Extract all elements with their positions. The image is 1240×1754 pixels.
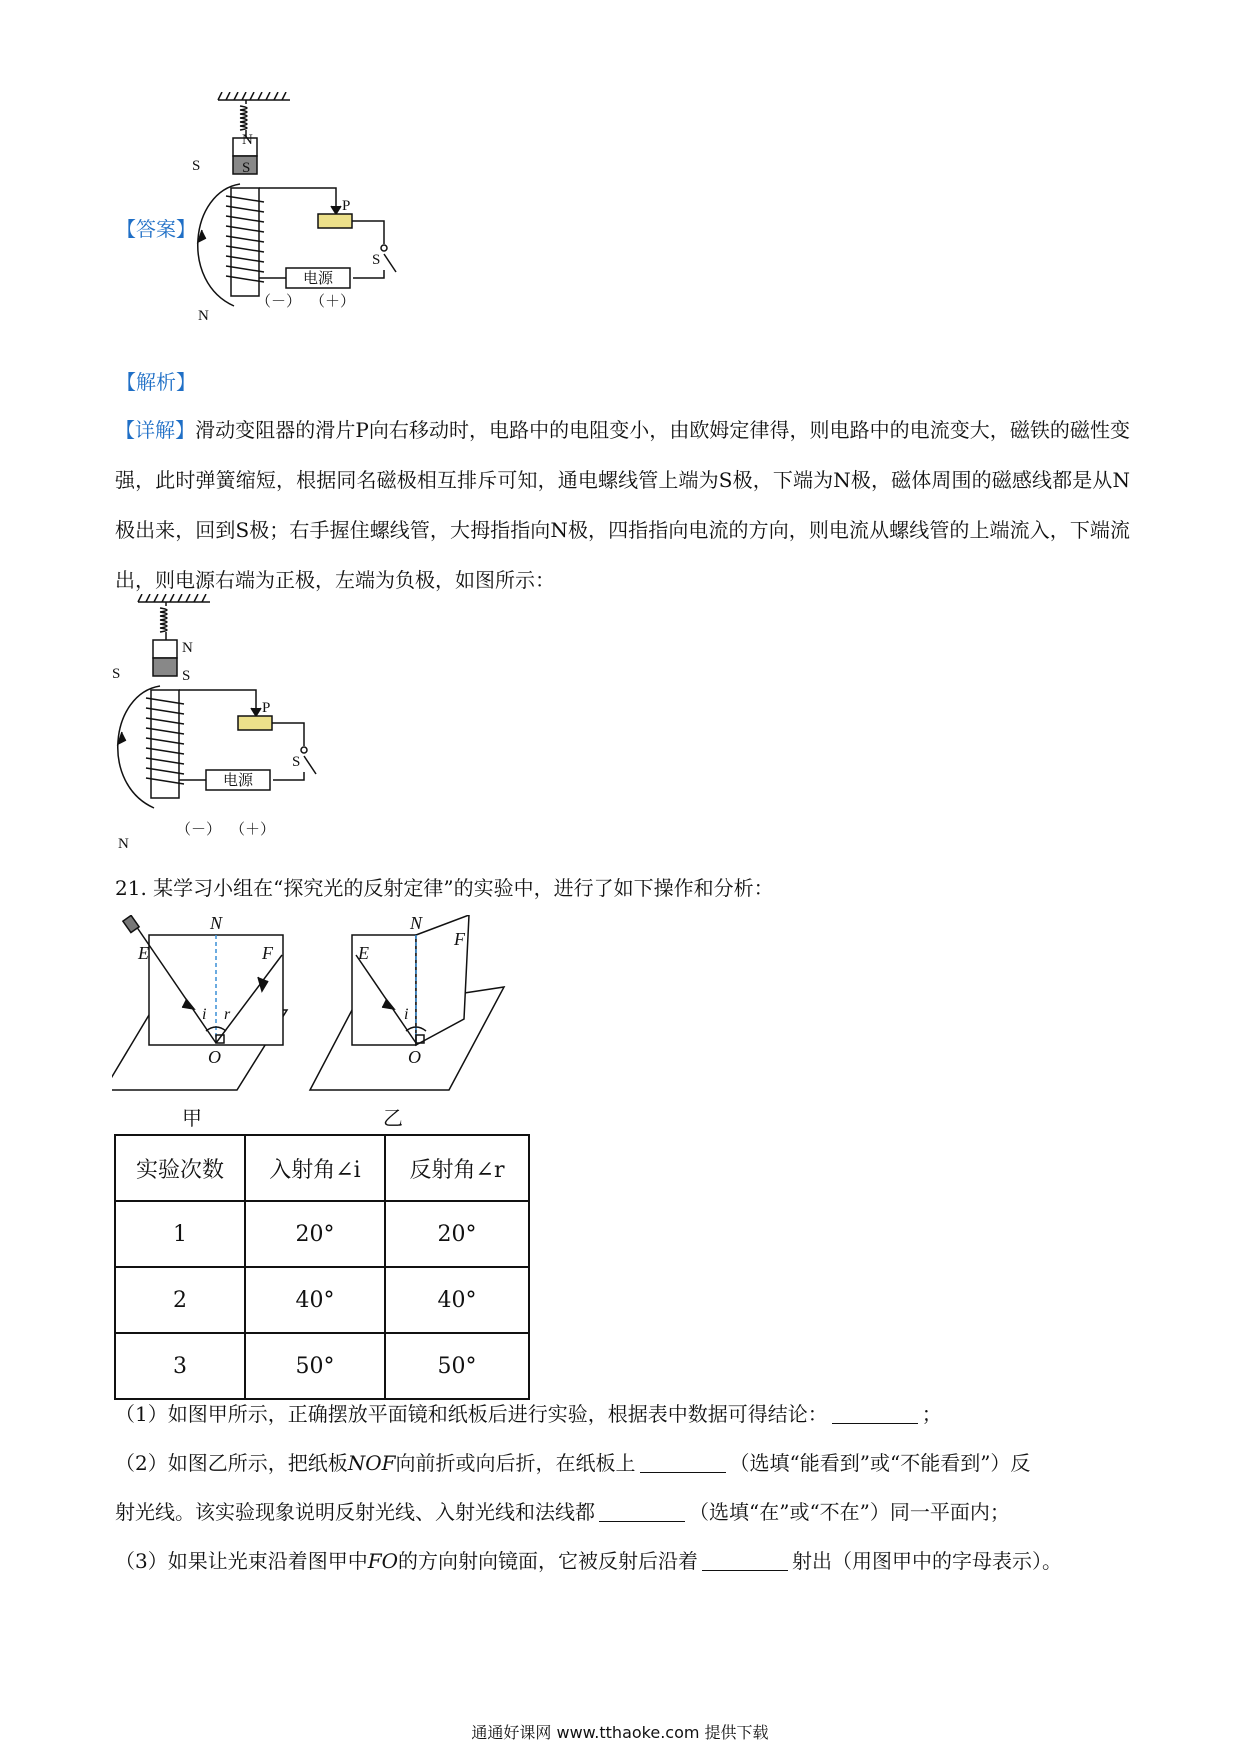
page-footer: 通通好课网 www.tthaoke.com 提供下载 — [471, 1723, 769, 1742]
fig-yi-o: O — [408, 1047, 421, 1067]
fig-jia-n: N — [210, 915, 223, 933]
magnet-s-label: S — [242, 160, 251, 176]
magnet-n-label: N — [182, 640, 193, 656]
circuit-diagram-explanation — [110, 594, 350, 860]
data-table — [114, 1134, 530, 1400]
circuit-diagram-answer — [190, 92, 430, 358]
magnet-n-label: N — [242, 132, 253, 148]
pos-label: （＋） — [230, 822, 276, 838]
answer-tag: 【答案】 — [116, 217, 196, 241]
neg-label: （－） — [256, 294, 302, 310]
table-cell: 2 — [115, 1267, 245, 1333]
coil-s-label: S — [192, 158, 201, 174]
detail-text: 滑动变阻器的滑片P向右移动时，电路中的电阻变小，由欧姆定律得，则电路中的电流变大，磁铁的磁性变强，此时弹簧缩短，根据同名磁极相互排斥可知，通电螺线管上端为S极，下端为N极，磁体周围的磁感线都是从N极出来，回到S极；右手握住螺线管，大拇指指向N极，四指指向电流的方向，则电流从螺线管的上端流入，下端流出，则电源右端为正极，左端为负极，如图所示： — [115, 418, 1130, 592]
fig-yi-f: F — [454, 929, 465, 949]
slider-p-label: P — [342, 198, 351, 214]
power-label: 电源 — [302, 271, 334, 287]
fig-jia-caption: 甲 — [182, 1106, 202, 1130]
coil-s-label: S — [112, 666, 121, 682]
sub-question-3: （3）如果让光束沿着图甲中FO的方向射向镜面，它被反射后沿着 射出（用图甲中的字母表示）。 — [115, 1549, 1063, 1573]
fig-jia-e: E — [138, 943, 149, 963]
detail-tag: 【详解】 — [115, 418, 196, 442]
detail-paragraph — [115, 405, 1130, 605]
table-cell: 20° — [245, 1201, 385, 1267]
fig-yi-caption: 乙 — [383, 1106, 403, 1130]
table-cell: 50° — [245, 1333, 385, 1399]
coil-n-label: N — [198, 308, 209, 324]
table-header-cell: 实验次数 — [115, 1135, 245, 1201]
table-cell: 50° — [385, 1333, 529, 1399]
fig-jia-o: O — [208, 1047, 221, 1067]
sub-question-1: （1）如图甲所示，正确摆放平面镜和纸板后进行实验，根据表中数据可得结论： ； — [115, 1402, 942, 1426]
reflection-figures — [112, 915, 532, 1125]
table-header-row — [115, 1135, 529, 1201]
coil-n-label: N — [118, 836, 129, 852]
power-label: 电源 — [222, 773, 254, 789]
magnet-s-label: S — [182, 668, 191, 684]
table-header-cell: 入射角∠i — [245, 1135, 385, 1201]
sub-question-2-cont: 射光线。该实验现象说明反射光线、入射光线和法线都 （选填“在”或“不在”）同一平面内； — [115, 1500, 1010, 1524]
table-row — [115, 1267, 529, 1333]
question-stem: 21. 某学习小组在“探究光的反射定律”的实验中，进行了如下操作和分析： — [115, 876, 774, 900]
sub-question-2: （2）如图乙所示，把纸板NOF向前折或向后折，在纸板上 （选填“能看到”或“不能看到”）反 — [115, 1451, 1031, 1475]
neg-label: （－） — [176, 822, 222, 838]
answer-blank[interactable] — [599, 1503, 685, 1522]
switch-s-label: S — [372, 252, 381, 268]
fig-yi-i: i — [404, 1006, 409, 1023]
answer-blank[interactable] — [640, 1454, 726, 1473]
fig-yi-e: E — [358, 943, 369, 963]
table-row — [115, 1333, 529, 1399]
answer-blank[interactable] — [702, 1552, 788, 1571]
table-cell: 3 — [115, 1333, 245, 1399]
table-cell: 1 — [115, 1201, 245, 1267]
switch-s-label: S — [292, 754, 301, 770]
analysis-tag: 【解析】 — [116, 370, 196, 394]
table-header-cell: 反射角∠r — [385, 1135, 529, 1201]
table-row — [115, 1201, 529, 1267]
answer-blank[interactable] — [832, 1405, 918, 1424]
fig-yi-n: N — [410, 915, 423, 933]
pos-label: （＋） — [310, 294, 356, 310]
table-cell: 40° — [385, 1267, 529, 1333]
table-cell: 20° — [385, 1201, 529, 1267]
fig-jia-i: i — [202, 1006, 207, 1023]
fig-jia-r: r — [224, 1006, 231, 1023]
fig-jia-f: F — [262, 943, 273, 963]
table-cell: 40° — [245, 1267, 385, 1333]
slider-p-label: P — [262, 700, 271, 716]
